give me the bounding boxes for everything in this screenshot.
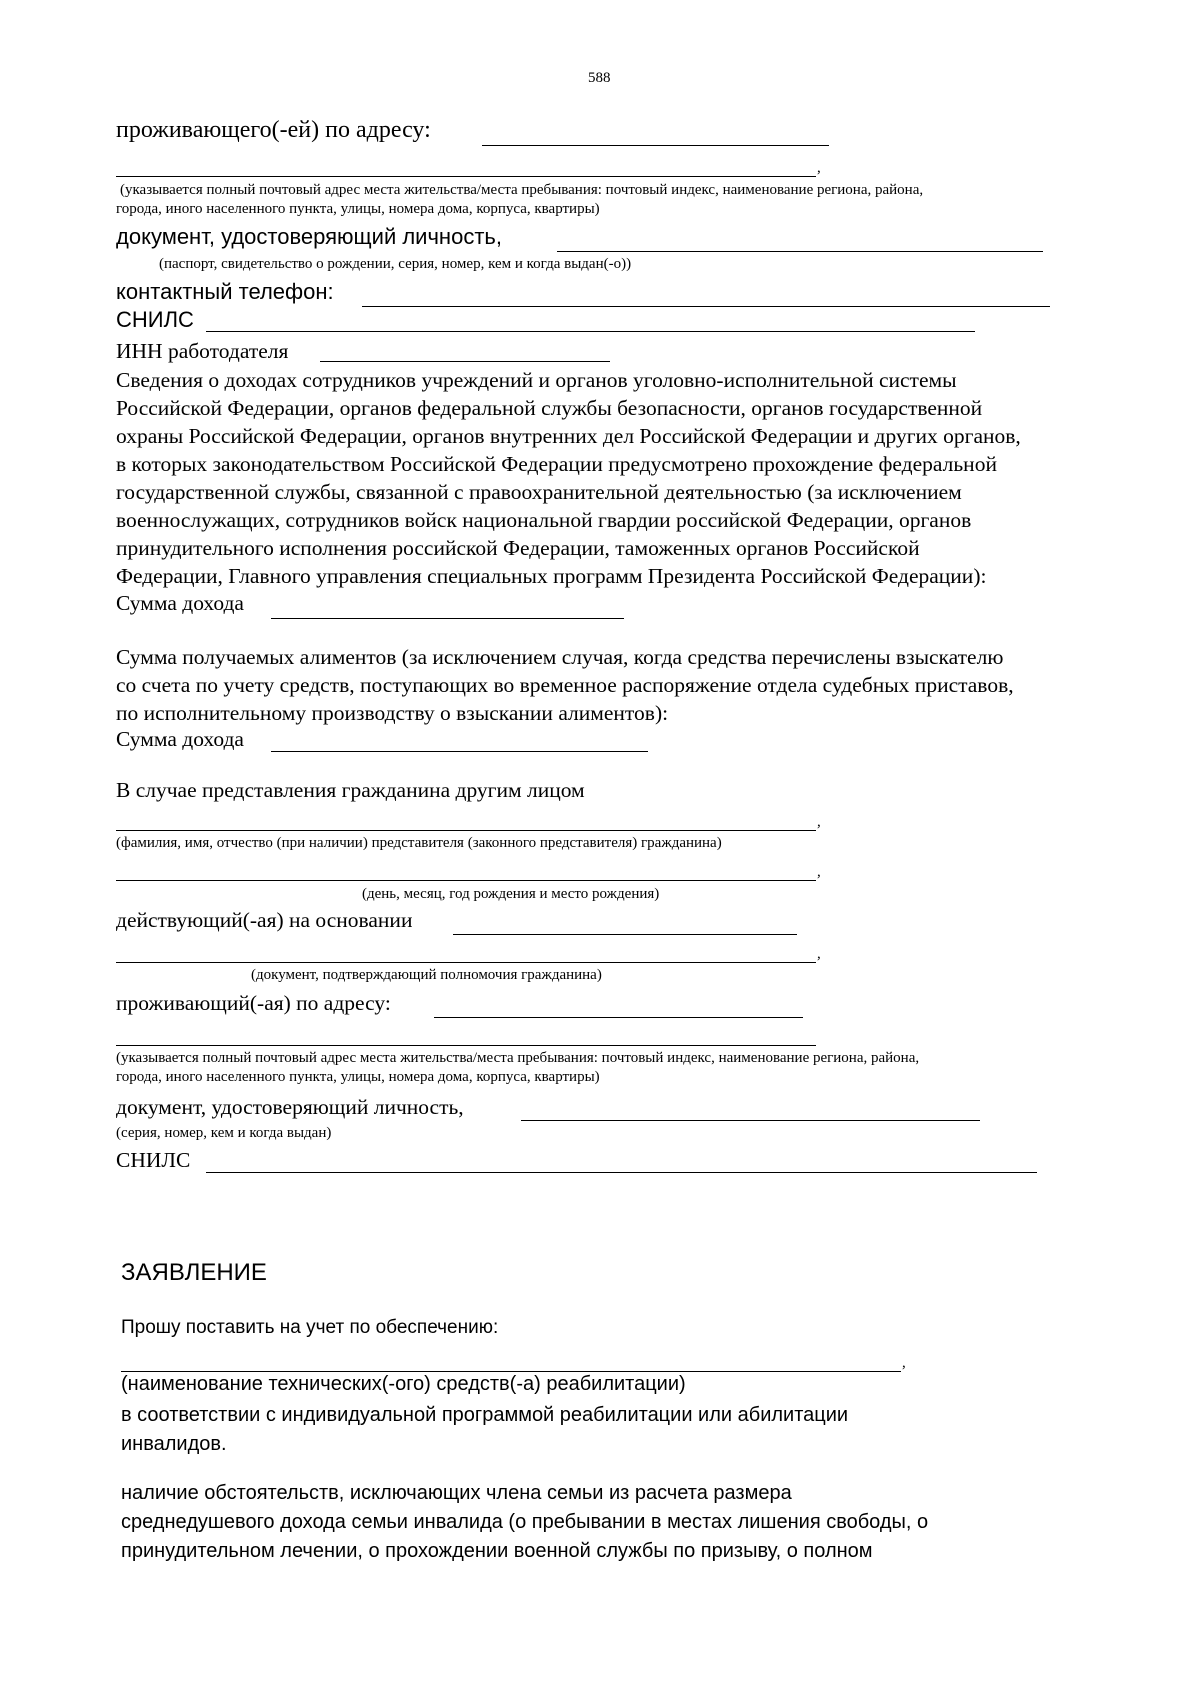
paragraph-line: государственной службы, связанной с правоохранительной деятельностью (за исключением bbox=[116, 480, 962, 504]
paragraph-line: среднедушевого дохода семьи инвалида (о пребывании в местах лишения свободы, о bbox=[121, 1511, 929, 1533]
income-law-enforcement-paragraph bbox=[116, 366, 1176, 590]
comma: , bbox=[817, 814, 821, 830]
representative-basis-field[interactable] bbox=[453, 934, 797, 935]
applicant-phone-label: контактный телефон: bbox=[116, 279, 334, 304]
comma: , bbox=[902, 1355, 906, 1371]
applicant-address-field[interactable] bbox=[482, 145, 829, 146]
paragraph-line: по исполнительному производству о взыскании алиментов): bbox=[116, 701, 669, 725]
program-paragraph bbox=[121, 1401, 1121, 1459]
representative-basis-label: действующий(-ая) на основании bbox=[116, 908, 413, 932]
representative-intro: В случае представления гражданина другим лицом bbox=[116, 778, 585, 802]
applicant-id-doc-hint: (паспорт, свидетельство о рождении, серия, номер, кем и когда выдан(-о)) bbox=[159, 256, 632, 272]
representative-basis-doc-field[interactable] bbox=[116, 962, 816, 963]
comma: , bbox=[817, 864, 821, 880]
representative-address-hint-1: (указывается полный почтовый адрес места жительства/места пребывания: почтовый индекс, наименование региона, района, bbox=[116, 1050, 920, 1066]
page-number: 588 bbox=[588, 70, 611, 86]
representative-address-field-line2[interactable] bbox=[116, 1045, 816, 1046]
applicant-phone-field[interactable] bbox=[362, 306, 1050, 307]
paragraph-line: наличие обстоятельств, исключающих члена семьи из расчета размера bbox=[121, 1482, 792, 1504]
representative-id-doc-hint: (серия, номер, кем и когда выдан) bbox=[116, 1125, 332, 1141]
paragraph-line: Сведения о доходах сотрудников учреждений и органов уголовно-исполнительной системы bbox=[116, 368, 957, 392]
representative-address-label: проживающий(-ая) по адресу: bbox=[116, 991, 391, 1015]
alimony-paragraph bbox=[116, 643, 1176, 727]
paragraph-line: Федерации, Главного управления специальных программ Президента Российской Федерации): bbox=[116, 564, 987, 588]
applicant-snils-label: СНИЛС bbox=[116, 307, 194, 332]
alimony-sum-label: Сумма дохода bbox=[116, 727, 244, 751]
applicant-address-hint-2: города, иного населенного пункта, улицы, номера дома, корпуса, квартиры) bbox=[116, 201, 600, 217]
rehab-means-hint: (наименование технических(-ого) средств(-а) реабилитации) bbox=[121, 1373, 686, 1395]
representative-basis-hint: (документ, подтверждающий полномочия гражданина) bbox=[251, 967, 602, 983]
income-sum-label: Сумма дохода bbox=[116, 591, 244, 615]
representative-name-field[interactable] bbox=[116, 830, 816, 831]
paragraph-line: военнослужащих, сотрудников войск национальной гвардии российской Федерации, органов bbox=[116, 508, 972, 532]
circumstances-paragraph bbox=[121, 1479, 1121, 1566]
employer-inn-field[interactable] bbox=[320, 361, 610, 362]
paragraph-line: со счета по учету средств, поступающих во временное распоряжение отдела судебных приставов, bbox=[116, 673, 1014, 697]
paragraph-line: Сумма получаемых алиментов (за исключением случая, когда средства перечислены взыскателю bbox=[116, 645, 1004, 669]
paragraph-line: охраны Российской Федерации, органов внутренних дел Российской Федерации и других органов, bbox=[116, 424, 1021, 448]
applicant-address-hint-1: (указывается полный почтовый адрес места жительства/места пребывания: почтовый индекс, наименование региона, района, bbox=[120, 182, 924, 198]
applicant-address-field-line2[interactable] bbox=[116, 176, 816, 177]
paragraph-line: принудительного исполнения российской Федерации, таможенных органов Российской bbox=[116, 536, 920, 560]
representative-snils-field[interactable] bbox=[206, 1172, 1037, 1173]
representative-snils-label: СНИЛС bbox=[116, 1148, 191, 1172]
statement-request: Прошу поставить на учет по обеспечению: bbox=[121, 1317, 499, 1338]
representative-id-doc-field[interactable] bbox=[521, 1120, 980, 1121]
employer-inn-label: ИНН работодателя bbox=[116, 339, 289, 363]
representative-address-field[interactable] bbox=[434, 1017, 803, 1018]
alimony-sum-field[interactable] bbox=[271, 751, 648, 752]
paragraph-line: в соответствии с индивидуальной программой реабилитации или абилитации bbox=[121, 1404, 849, 1426]
representative-birth-hint: (день, месяц, год рождения и место рождения) bbox=[362, 886, 660, 902]
paragraph-line: принудительном лечении, о прохождении военной службы по призыву, о полном bbox=[121, 1540, 873, 1562]
comma: , bbox=[817, 160, 821, 176]
representative-name-hint: (фамилия, имя, отчество (при наличии) представителя (законного представителя) гражданина) bbox=[116, 835, 722, 851]
income-sum-field[interactable] bbox=[271, 618, 624, 619]
paragraph-line: в которых законодательством Российской Федерации предусмотрено прохождение федеральной bbox=[116, 452, 997, 476]
rehab-means-field[interactable] bbox=[121, 1371, 901, 1372]
representative-address-hint-2: города, иного населенного пункта, улицы, номера дома, корпуса, квартиры) bbox=[116, 1069, 600, 1085]
comma: , bbox=[817, 946, 821, 962]
applicant-address-label: проживающего(-ей) по адресу: bbox=[116, 117, 431, 143]
paragraph-line: Российской Федерации, органов федеральной службы безопасности, органов государственной bbox=[116, 396, 983, 420]
applicant-id-doc-label: документ, удостоверяющий личность, bbox=[116, 224, 502, 249]
paragraph-line: инвалидов. bbox=[121, 1433, 227, 1455]
representative-id-doc-label: документ, удостоверяющий личность, bbox=[116, 1095, 464, 1119]
applicant-id-doc-field[interactable] bbox=[557, 251, 1043, 252]
representative-birth-field[interactable] bbox=[116, 880, 816, 881]
statement-title: ЗАЯВЛЕНИЕ bbox=[121, 1259, 267, 1286]
applicant-snils-field[interactable] bbox=[206, 331, 975, 332]
